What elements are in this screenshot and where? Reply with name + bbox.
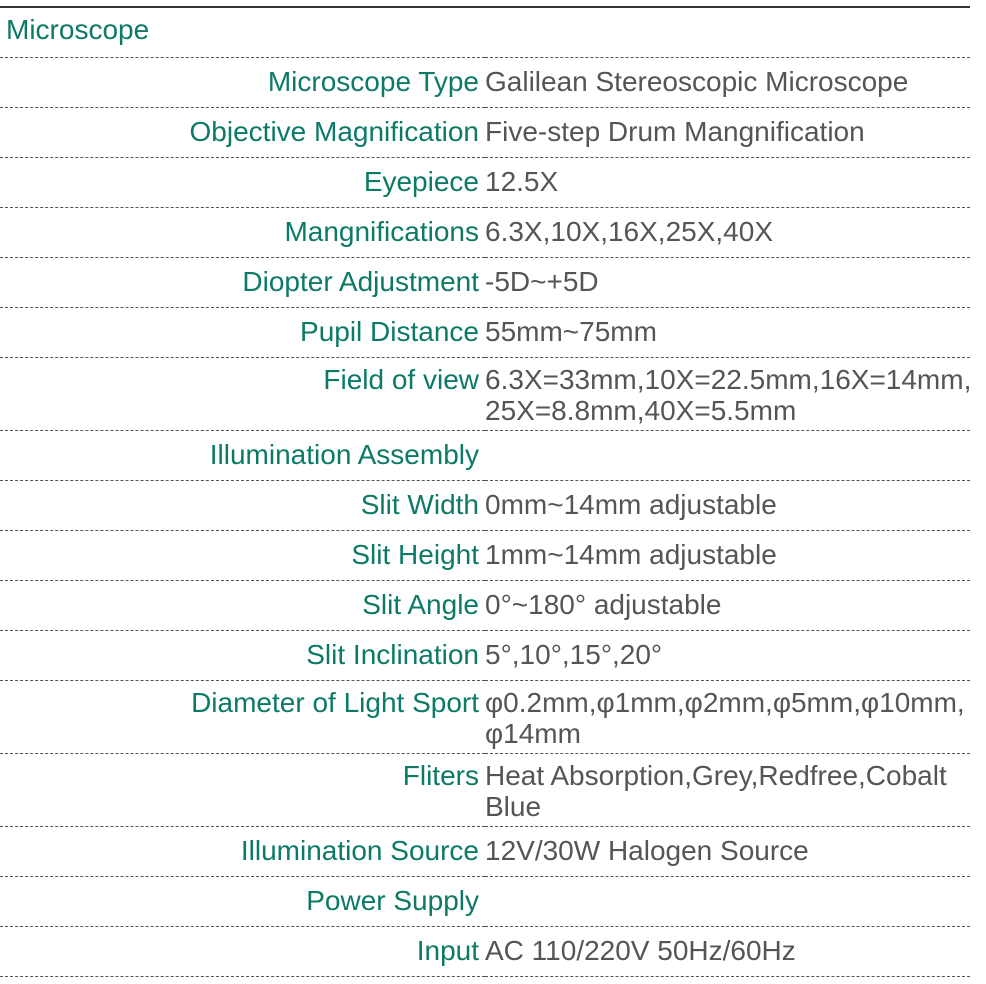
spec-value: 1mm~14mm adjustable [485,539,777,570]
spec-value-cell [485,581,970,631]
spec-row [0,481,970,531]
spec-value-cell [485,308,970,358]
spec-value: 6.3X=33mm,10X=22.5mm,16X=14mm, 25X=8.8mm,40X=5.5mm [485,364,972,426]
spec-label-cell [0,431,485,481]
spec-table [0,8,970,977]
spec-row [0,754,970,827]
spec-value [485,877,970,885]
spec-label-cell [0,308,485,358]
spec-label-cell [0,631,485,681]
spec-label: Fliters [402,760,479,791]
spec-value-cell [485,531,970,581]
spec-value-cell [485,481,970,531]
spec-row [0,827,970,877]
spec-value-cell [485,681,970,754]
spec-value: 0°~180° adjustable [485,589,722,620]
spec-value-cell [485,58,970,108]
spec-label: Diopter Adjustment [242,266,479,297]
spec-label-cell [0,358,485,431]
spec-value-cell [485,877,970,927]
spec-label-cell [0,208,485,258]
spec-value-cell [485,927,970,977]
spec-label: Pupil Distance [300,316,479,347]
spec-value: 55mm~75mm [485,316,657,347]
spec-row [0,581,970,631]
spec-label: Illumination Source [240,835,479,866]
spec-label-cell [0,481,485,531]
spec-row [0,927,970,977]
spec-row [0,531,970,581]
spec-value: Five-step Drum Mangnification [485,116,865,147]
spec-label: Slit Angle [362,589,479,620]
spec-value [485,431,970,439]
spec-label-cell [0,927,485,977]
spec-value: AC 110/220V 50Hz/60Hz [485,935,796,966]
spec-label: Mangnifications [284,216,479,247]
spec-label: Diameter of Light Sport [191,687,479,718]
spec-value: Heat Absorption,Grey,Redfree,Cobalt Blue [485,760,947,822]
spec-label: Input [416,935,479,966]
spec-value: -5D~+5D [485,266,599,297]
spec-row [0,108,970,158]
spec-value-cell [485,208,970,258]
spec-label-cell [0,108,485,158]
spec-value-cell [485,258,970,308]
spec-row [0,158,970,208]
spec-label-cell [0,258,485,308]
spec-value: 6.3X,10X,16X,25X,40X [485,216,773,247]
spec-value: φ0.2mm,φ1mm,φ2mm,φ5mm,φ10mm, φ14mm [485,687,965,749]
spec-value-cell [485,108,970,158]
spec-row [0,358,970,431]
spec-label-cell [0,58,485,108]
spec-label-cell [0,158,485,208]
spec-row [0,208,970,258]
spec-value-cell [485,158,970,208]
spec-row [0,258,970,308]
spec-label-cell [0,681,485,754]
spec-label: Microscope Type [267,66,479,97]
spec-row [0,308,970,358]
spec-value: 0mm~14mm adjustable [485,489,777,520]
spec-label-cell [0,827,485,877]
spec-label-cell [0,877,485,927]
section-title-text: Microscope [6,14,150,45]
spec-value-cell [485,754,970,827]
spec-value: Galilean Stereoscopic Microscope [485,66,909,97]
spec-value: 12V/30W Halogen Source [485,835,809,866]
spec-label-cell [0,754,485,827]
spec-value-cell [485,631,970,681]
spec-label-cell [0,581,485,631]
spec-label: Illumination Assembly [209,439,479,470]
spec-table-container [0,6,970,977]
spec-row [0,631,970,681]
spec-label: Slit Height [351,539,479,570]
spec-value: 12.5X [485,166,559,197]
spec-label: Slit Inclination [306,639,479,670]
spec-value: 5°,10°,15°,20° [485,639,663,670]
spec-label: Objective Magnification [189,116,479,147]
spec-row [0,877,970,927]
spec-label: Eyepiece [363,166,479,197]
spec-row [0,58,970,108]
spec-label: Slit Width [360,489,479,520]
spec-label: Power Supply [306,885,479,916]
spec-value-cell [485,827,970,877]
spec-label: Field of view [323,364,479,395]
spec-row [0,431,970,481]
spec-value-cell [485,358,970,431]
spec-value-cell [485,431,970,481]
section-header-row [0,8,970,58]
spec-label-cell [0,531,485,581]
section-title [0,8,970,58]
spec-row [0,681,970,754]
